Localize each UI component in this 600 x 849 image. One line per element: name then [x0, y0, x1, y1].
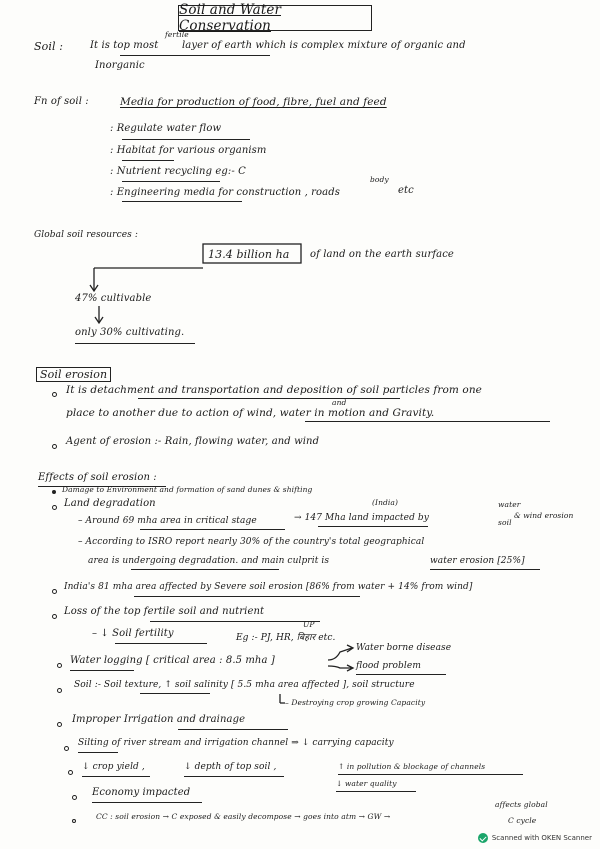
figure-box: [203, 244, 301, 263]
up-sup: UP: [303, 620, 315, 629]
india-81mha: India's 81 mha area affected by Severe soil erosion [86% from water + 14% from wind]: [64, 582, 473, 592]
page-title: Soil and Water Conservation: [179, 2, 281, 34]
water-sup: water: [498, 500, 521, 509]
soil-def-line1: It is top most: [90, 40, 159, 51]
function-item-2: : Regulate water flow: [110, 123, 222, 134]
function-item-3: : Habitat for various organism: [110, 145, 267, 156]
silting: Silting of river stream and irrigation channel ⇒ ↓ carrying capacity: [78, 738, 394, 748]
functions-label: Fn of soil :: [34, 96, 89, 107]
pollution-blockage: ↑ in pollution & blockage of channels: [338, 762, 486, 771]
body-sup: body: [370, 175, 389, 184]
soil-line: Soil :- Soil texture, ↑ soil salinity [ 5.5 mha area affected ], soil structure: [74, 680, 415, 690]
scanner-watermark: [478, 833, 592, 843]
loss-topsoil: Loss of the top fertile soil and nutrient: [64, 606, 265, 617]
around-69: – Around 69 mha area in critical stage: [78, 516, 257, 526]
global-figure-rest: of land on the earth surface: [310, 249, 454, 260]
destroying-crop: – Destroying crop growing Capacity: [285, 698, 426, 707]
soil-def-line2: Inorganic: [95, 60, 145, 71]
soil-fertility: – ↓ Soil fertility: [92, 628, 174, 639]
erosion-heading: Soil erosion: [36, 367, 111, 382]
global-label: Global soil resources :: [34, 230, 138, 240]
cc-chain: CC : soil erosion → C exposed & easily decompose → goes into atm → GW →: [96, 812, 391, 821]
cultivable: 47% cultivable: [75, 293, 152, 304]
eg-states: Eg :- PJ, HR, बिहार etc.: [236, 633, 336, 643]
effects-sub0: Damage to Environment and formation of sand dunes & shifting: [62, 485, 313, 494]
water-borne-disease: Water borne disease: [356, 643, 452, 653]
soil-label: Soil :: [34, 40, 63, 53]
affects-global: affects global: [495, 800, 548, 809]
function-item-5: : Engineering media for construction , roads: [110, 187, 340, 198]
water-quality: ↓ water quality: [336, 779, 397, 788]
erosion-def-2: place to another due to action of wind, water in motion and Gravity.: [66, 407, 435, 419]
global-figure: 13.4 billion ha: [208, 248, 290, 261]
scanner-text: Scanned with OKEN Scanner: [491, 834, 592, 842]
function-item-1: Media for production of food, fibre, fuel and feed: [120, 96, 387, 108]
water-logging: Water logging [ critical area : 8.5 mha ]: [70, 655, 275, 666]
land-degradation: Land degradation: [64, 498, 156, 509]
function-item-6: etc: [398, 185, 414, 196]
water-erosion-25: water erosion [25%]: [430, 556, 525, 566]
depth-topsoil: ↓ depth of top soil ,: [184, 762, 277, 772]
around-147: → 147 Mha land impacted by: [294, 513, 429, 523]
cultivating: only 30% cultivating.: [75, 327, 185, 338]
scanner-logo-icon: [478, 833, 488, 843]
flood-problem: flood problem: [356, 661, 421, 671]
erosion-def-1: It is detachment and transportation and deposition of soil particles from one: [66, 384, 482, 396]
crop-yield: ↓ crop yield ,: [82, 762, 145, 772]
fertile-sup: fertile: [165, 30, 189, 39]
soil-sub: soil: [498, 518, 512, 527]
soil-def-line1b: layer of earth which is complex mixture of organic and: [182, 40, 466, 51]
improper-irrigation: Improper Irrigation and drainage: [72, 714, 246, 725]
and-sup: and: [332, 398, 347, 407]
c-cycle: C cycle: [508, 816, 537, 825]
function-item-4: : Nutrient recycling eg:- C: [110, 166, 246, 177]
economy-impacted: Economy impacted: [92, 787, 191, 798]
erosion-agent: Agent of erosion :- Rain, flowing water, and wind: [66, 436, 320, 447]
effects-heading: Effects of soil erosion :: [38, 472, 157, 483]
india-sup: (India): [372, 498, 399, 507]
according-2: area is undergoing degradation. and main culprit is: [88, 556, 330, 566]
according-1: – According to ISRO report nearly 30% of the country's total geographical: [78, 537, 425, 547]
wind-erosion: & wind erosion: [514, 511, 574, 520]
